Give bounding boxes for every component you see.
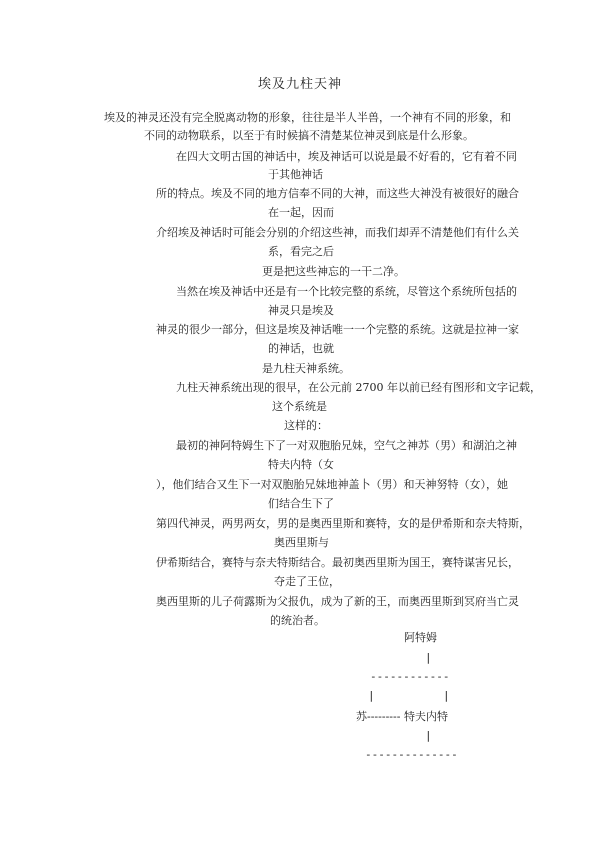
paragraph-line: 奥西里斯与 bbox=[274, 536, 329, 549]
paragraph-line: 九柱天神系统出现的很早，在公元前 2700 年以前已经有图形和文字记载， bbox=[176, 381, 541, 394]
paragraph-line: 在四大文明古国的神话中，埃及神话可以说是最不好看的，它有着不同 bbox=[176, 150, 517, 163]
paragraph-line: ），他们结合又生下一对双胞胎兄妹地神盖卜（男）和天神努特（女），她 bbox=[156, 478, 508, 491]
tree-connector: | bbox=[425, 729, 432, 742]
paragraph-line: 不同的动物联系，以至于有时候搞不清楚某位神灵到底是什么形象。 bbox=[144, 129, 474, 142]
paragraph-line: 是九柱天神系统。 bbox=[262, 362, 350, 375]
tree-connector: | bbox=[368, 689, 375, 702]
paragraph-line: 的神话，也就 bbox=[268, 342, 334, 355]
paragraph-line: 这样的： bbox=[284, 419, 328, 432]
paragraph-line: 神灵只是埃及 bbox=[268, 304, 334, 317]
paragraph-line: 这个系统是 bbox=[272, 400, 327, 413]
paragraph-line: 的统治者。 bbox=[270, 614, 325, 627]
paragraph-line: 所的特点。埃及不同的地方信奉不同的大神，而这些大神没有被很好的融合 bbox=[156, 187, 519, 200]
tree-node-shu-tefnut: 苏--------- 特夫内特 bbox=[356, 710, 448, 723]
paragraph-line: 们结合生下了 bbox=[268, 497, 334, 510]
tree-connector: | bbox=[443, 689, 450, 702]
paragraph-line: 介绍埃及神话时可能会分别的介绍这些神，而我们却弄不清楚他们有什么关 bbox=[156, 226, 519, 239]
tree-connector: -------------- bbox=[365, 748, 458, 761]
paragraph-line: 特夫内特（女 bbox=[268, 458, 334, 471]
paragraph-line: 第四代神灵，两男两女，男的是奥西里斯和赛特，女的是伊希斯和奈夫特斯， bbox=[156, 517, 530, 530]
paragraph-line: 于其他神话 bbox=[268, 168, 323, 181]
paragraph-line: 埃及的神灵还没有完全脱离动物的形象，往往是半人半兽，一个神有不同的形象，和 bbox=[104, 111, 511, 124]
paragraph-line: 神灵的很少一部分，但这是埃及神话唯一一个完整的系统。这就是拉神一家 bbox=[156, 323, 519, 336]
paragraph-line: 最初的神阿特姆生下了一对双胞胎兄妹，空气之神苏（男）和湖泊之神 bbox=[176, 439, 517, 452]
paragraph-line: 夺走了王位， bbox=[274, 575, 340, 588]
tree-connector: | bbox=[425, 651, 432, 664]
document-title: 埃及九柱天神 bbox=[257, 77, 342, 92]
paragraph-line: 伊希斯结合，赛特与奈夫特斯结合。最初奥西里斯为国王，赛特谋害兄长， bbox=[156, 556, 519, 569]
paragraph-line: 奥西里斯的儿子荷露斯为父报仇，成为了新的王，而奥西里斯到冥府当亡灵 bbox=[156, 595, 519, 608]
paragraph-line: 当然在埃及神话中还是有一个比较完整的系统，尽管这个系统所包括的 bbox=[176, 285, 517, 298]
tree-node-atum: 阿特姆 bbox=[404, 631, 437, 644]
tree-connector: ------------ bbox=[370, 670, 450, 683]
paragraph-line: 在一起，因而 bbox=[268, 206, 334, 219]
paragraph-line: 系，看完之后 bbox=[268, 245, 334, 258]
paragraph-line: 更是把这些神忘的一干二净。 bbox=[262, 265, 405, 278]
